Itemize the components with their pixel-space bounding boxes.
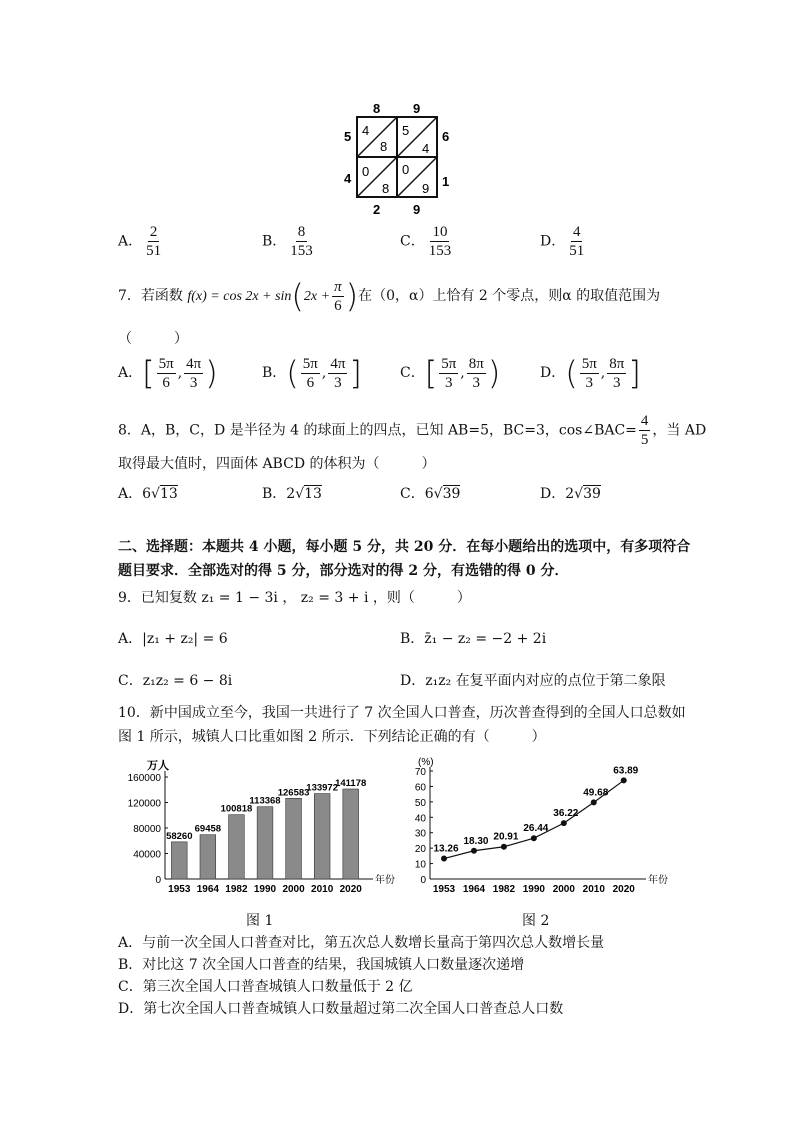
data-point [591, 799, 597, 805]
grid-drawing [340, 98, 460, 218]
y-tick-label: 40 [414, 813, 426, 825]
point-data-label: 13.26 [433, 843, 459, 855]
number-grid-figure [340, 98, 460, 218]
bar-chart-svg [115, 755, 395, 905]
x-axis-label: 年份 [648, 875, 668, 886]
bar-data-label: 100818 [220, 803, 253, 815]
q9-option-d[interactable]: D．z₁z₂ 在复平面内对应的点位于第二象限 [400, 673, 666, 689]
x-tick-label: 2020 [612, 884, 635, 895]
grid-bottom-1: 2 [373, 202, 381, 217]
q6-option-a[interactable]: A． $\frac{2}{51}$ [118, 224, 162, 259]
section2-line2: 题目要求．全部选对的得 5 分，部分选对的得 2 分，有选错的得 0 分． [118, 563, 569, 579]
data-point [561, 820, 567, 826]
bar-data-label: 69458 [194, 823, 222, 835]
grid-top-2: 9 [413, 101, 421, 116]
y-axis-label: 万人 [147, 760, 169, 772]
y-tick-label: 160000 [127, 773, 161, 784]
x-tick-label: 1990 [522, 884, 545, 895]
q6-option-b[interactable]: B． $\frac{8}{153}$ [262, 224, 313, 259]
point-data-label: 18.30 [463, 835, 489, 847]
bar-data-label: 58260 [166, 830, 193, 842]
y-tick-label: 40000 [133, 849, 161, 861]
grid-cell-2b: 4 [422, 141, 430, 156]
q10-option-c[interactable]: C．第三次全国人口普查城镇人口数量低于 2 亿 [118, 979, 413, 995]
q7-option-d[interactable]: D．( $\frac{5\pi}{3}$ , $\frac{8\pi}{3}$ ] [540, 354, 641, 392]
point-data-label: 63.89 [613, 765, 639, 777]
x-tick-label: 1953 [432, 884, 456, 895]
q10-option-d[interactable]: D．第七次全国人口普查城镇人口数量超过第二次全国人口普查总人口数 [118, 1001, 564, 1017]
q7-option-b[interactable]: B．( $\frac{5\pi}{6}$ , $\frac{4\pi}{3}$ ] [262, 354, 362, 392]
figure1-bar-chart [115, 755, 395, 905]
y-axis-label: (%) [418, 757, 434, 768]
q8-option-c[interactable]: C．6√39 [400, 486, 461, 502]
x-tick-label: 2000 [552, 884, 575, 895]
q7-paren: （ ） [118, 331, 188, 347]
grid-right-2: 1 [442, 174, 450, 189]
q7-option-a[interactable]: A．[ $\frac{5\pi}{6}$ , $\frac{4\pi}{3}$ ) [118, 354, 218, 392]
y-tick-label: 70 [414, 767, 426, 778]
data-point [441, 856, 447, 862]
grid-cell-1b: 8 [380, 139, 388, 154]
bar [171, 842, 187, 879]
q6-option-d[interactable]: D． $\frac{4}{51}$ [540, 224, 585, 259]
data-point [471, 848, 477, 854]
sqrt-icon: √ [433, 486, 443, 502]
sqrt-icon: √ [151, 486, 160, 502]
grid-left-2: 4 [344, 171, 352, 186]
y-tick-label: 20 [414, 844, 426, 856]
q9-option-a[interactable]: A．|z₁ + z₂| = 6 [118, 631, 228, 647]
data-point [501, 844, 507, 850]
section2-line1: 二、选择题：本题共 4 小题，每小题 5 分，共 20 分．在每小题给出的选项中，有多项符合 [118, 539, 691, 555]
q6-option-c[interactable]: C． $\frac{10}{153}$ [400, 224, 452, 259]
x-axis-label: 年份 [375, 875, 395, 886]
bar-data-label: 141178 [335, 777, 367, 789]
grid-cell-4b: 9 [422, 181, 430, 196]
bar-data-label: 133972 [306, 782, 338, 794]
q9-option-b[interactable]: B．z̄₁ − z₂ = −2 + 2i [400, 631, 547, 647]
bar-data-label: 113368 [249, 795, 281, 807]
figure1-caption: 图 1 [246, 913, 274, 929]
bar-data-label: 126583 [277, 787, 310, 799]
q8-option-a[interactable]: A．6√13 [118, 486, 178, 502]
q8-stem-line2: 取得最大值时，四面体 ABCD 的体积为（ ） [118, 456, 436, 472]
sqrt-icon: √ [574, 486, 584, 502]
data-point [531, 835, 537, 841]
point-data-label: 26.44 [523, 823, 549, 835]
y-tick-label: 0 [420, 875, 426, 886]
point-data-label: 36.22 [553, 808, 579, 820]
bar [257, 807, 273, 879]
q10-option-a[interactable]: A．与前一次全国人口普查对比，第五次总人数增长量高于第四次总人数增长量 [118, 935, 605, 951]
x-tick-label: 2000 [282, 884, 305, 895]
grid-bottom-2: 9 [413, 202, 421, 217]
q8-option-d[interactable]: D．2√39 [540, 486, 601, 502]
q9-stem: 9．已知复数 z₁ = 1 − 3i ， z₂ = 3 + i ，则（ ） [118, 590, 471, 606]
grid-top-1: 8 [373, 101, 381, 116]
x-tick-label: 1990 [253, 884, 277, 895]
q8-option-b[interactable]: B．2√13 [262, 486, 322, 502]
q8-stem-line1: 8．A，B，C，D 是半径为 4 的球面上的四点，已知 AB=5，BC=3，cos∠BAC= $\frac{4}{5}$ ，当 AD [118, 413, 707, 448]
bar [314, 794, 330, 879]
q9-option-c[interactable]: C．z₁z₂ = 6 − 8i [118, 673, 233, 689]
x-tick-label: 2010 [582, 884, 605, 895]
q7-option-c[interactable]: C．[ $\frac{5\pi}{3}$ , $\frac{8\pi}{3}$ ) [400, 354, 501, 392]
grid-left-1: 5 [344, 129, 352, 144]
sqrt-icon: √ [295, 486, 305, 502]
x-tick-label: 1964 [196, 884, 219, 895]
y-tick-label: 10 [414, 859, 426, 871]
bar [286, 798, 302, 879]
figure2-caption: 图 2 [522, 913, 550, 929]
bar [229, 815, 245, 879]
data-point [621, 777, 627, 783]
figure2-line-chart [400, 755, 690, 905]
x-tick-label: 1953 [168, 884, 191, 895]
q10-option-b[interactable]: B．对比这 7 次全国人口普查的结果，我国城镇人口数量逐次递增 [118, 957, 525, 973]
bar [343, 789, 359, 879]
q10-stem-line2: 图 1 所示，城镇人口比重如图 2 所示．下列结论正确的有（ ） [118, 729, 546, 745]
grid-cell-2a: 5 [402, 123, 410, 138]
bar [200, 835, 216, 879]
grid-right-1: 6 [442, 129, 450, 144]
y-tick-label: 0 [155, 875, 161, 886]
grid-cell-3a: 0 [362, 164, 370, 179]
point-data-label: 20.91 [493, 831, 519, 843]
grid-cell-4a: 0 [402, 162, 410, 177]
point-data-label: 49.68 [583, 787, 609, 799]
q7-stem: 7．若函数 f(x) = cos 2x + sin(2x + $\frac{\pi}{6}$ )在（0，α）上恰有 2 个零点，则α 的取值范围为 [118, 277, 661, 315]
grid-cell-1a: 4 [362, 123, 370, 138]
x-tick-label: 2020 [339, 884, 362, 895]
x-tick-label: 1964 [462, 884, 486, 895]
x-tick-label: 1982 [492, 884, 516, 895]
y-tick-label: 50 [414, 797, 426, 809]
y-tick-label: 30 [414, 828, 426, 840]
x-tick-label: 1982 [225, 884, 248, 895]
x-tick-label: 2010 [311, 884, 334, 895]
grid-cell-3b: 8 [382, 181, 390, 196]
y-tick-label: 60 [414, 782, 426, 794]
line-chart-svg [400, 755, 690, 905]
y-tick-label: 80000 [133, 824, 161, 835]
q10-stem-line1: 10．新中国成立至今，我国一共进行了 7 次全国人口普查，历次普查得到的全国人口总数如 [118, 705, 686, 721]
y-tick-label: 120000 [127, 798, 161, 810]
